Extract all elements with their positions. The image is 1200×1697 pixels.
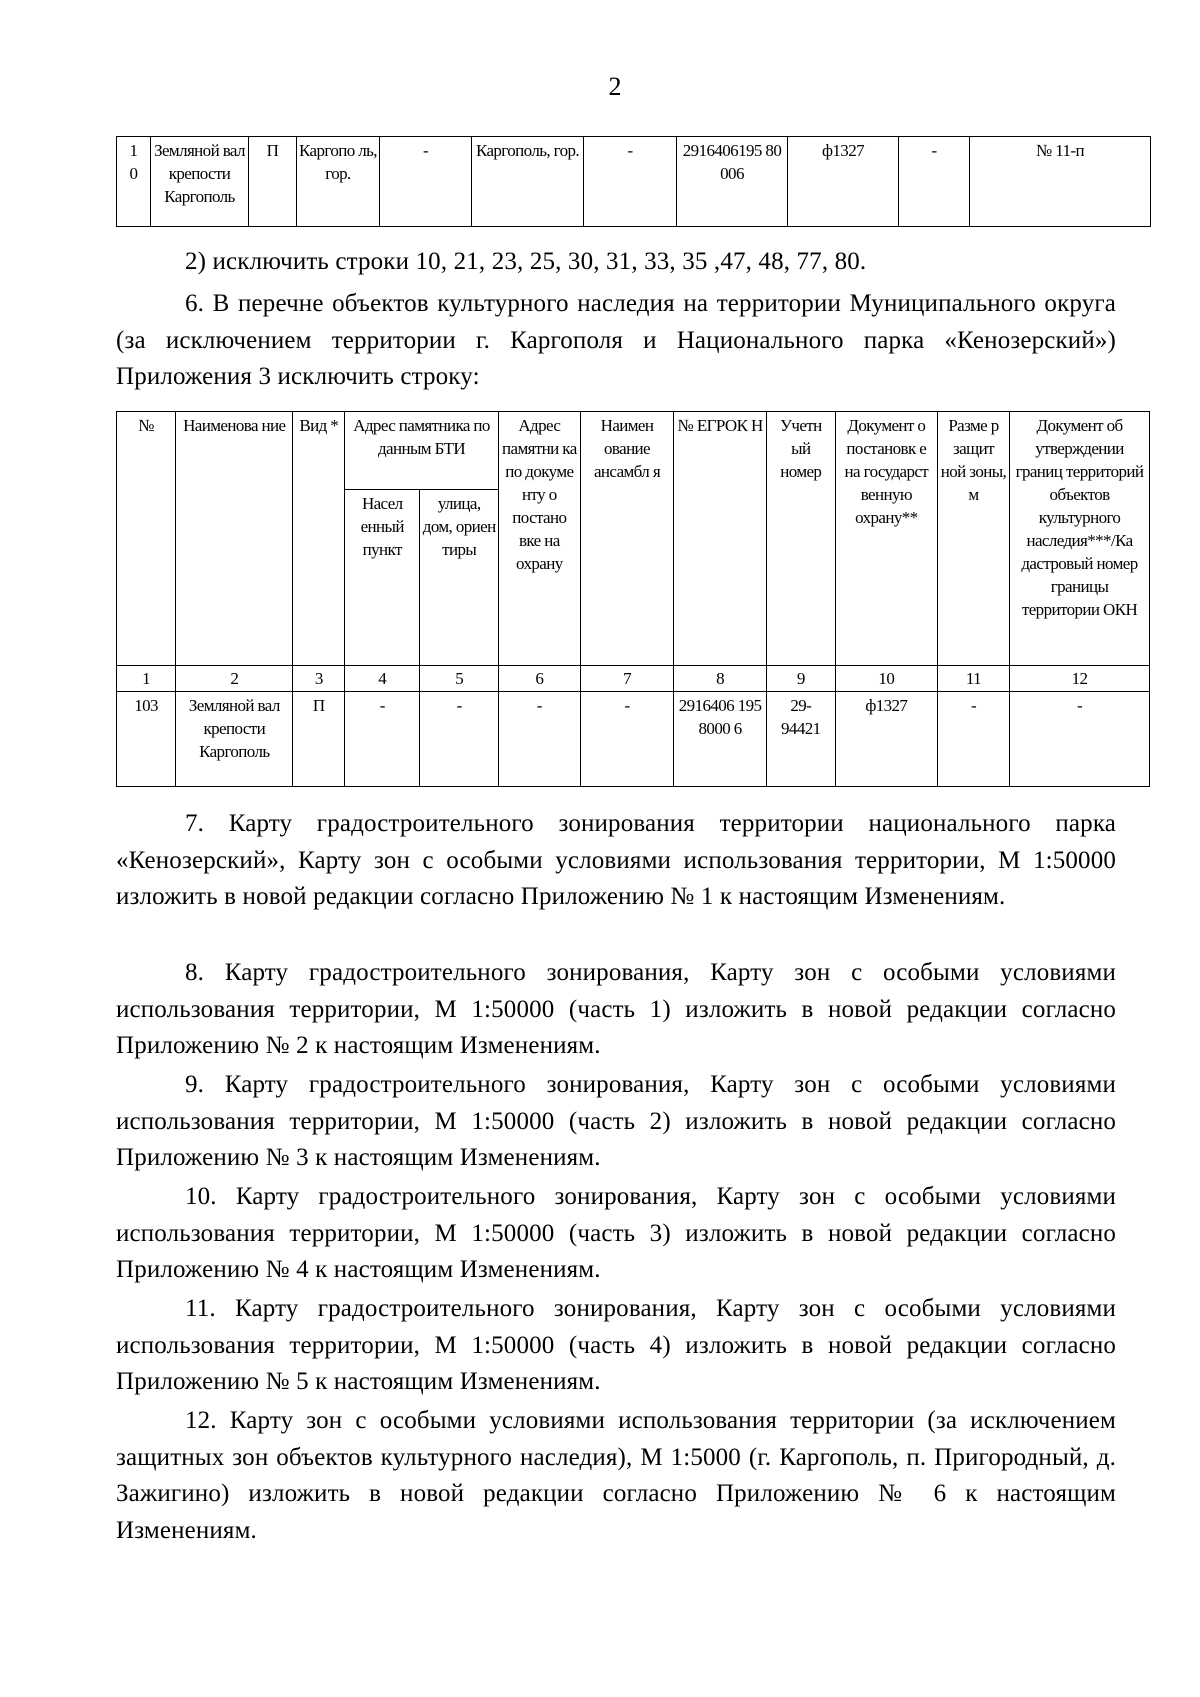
paragraph-text: 11. Карту градостроительного зонирования, Карту зон с особыми условиями использования территории, М 1:50000 (часть 4) изложить в новой редакции согласно Приложению № 5 к настоящим Изменениям. [116,1295,1116,1395]
column-number: 9 [766,666,835,692]
header-account: Учетн ый номер [766,412,835,666]
header-document: Документ о постановк е на государст венную охрану** [835,412,937,666]
cell-ensemble: - [580,692,674,787]
column-number: 3 [293,666,345,692]
column-number: 4 [345,666,420,692]
cell-name: Земляной вал крепости Каргополь [151,137,249,227]
header-ensemble: Наимен ование ансамбл я [580,412,674,666]
column-number: 8 [674,666,767,692]
header-num: № [117,412,176,666]
cell-number-digit: 1 [129,141,138,160]
header-street: улица, дом, ориен тиры [420,490,499,666]
cell-document: ф1327 [788,137,899,227]
table-row [117,692,1150,787]
paragraph-text: 12. Карту зон с особыми условиями использования территории (за исключением защитных зон объектов культурного наследия), М 1:5000 (г. Каргополь, п. Пригородный, д. Зажигино) изложить в новой редакции согласно Приложению № 6 к настоящим Изменениям. [116,1407,1116,1544]
cell-address-doc: - [498,692,580,787]
cell-boundary-doc: - [1010,692,1150,787]
cell-street: - [420,692,499,787]
column-number: 5 [420,666,499,692]
column-number: 11 [937,666,1009,692]
header-egrokn: № ЕГРОК Н [674,412,767,666]
cell-settlement: - [345,692,420,787]
cell-number: 103 [117,692,176,787]
paragraph-text: 2) исключить строки 10, 21, 23, 25, 30, 31, 33, 35 ,47, 48, 77, 80. [185,248,867,275]
table-row [117,137,1151,227]
paragraph-12 [116,1403,1116,1549]
continuation-table [116,136,1151,227]
cell-egrokn: 2916406 1958000 6 [674,692,767,787]
cell-street: - [380,137,472,227]
paragraph-text: 6. В перечне объектов культурного наследия на территории Муниципального округа (за исключением территории г. Каргополя и Национального парка «Кенозерский») Приложения 3 исключить строку: [116,290,1116,390]
paragraph-text: 10. Карту градостроительного зонирования, Карту зон с особыми условиями использования территории, М 1:50000 (часть 3) изложить в новой редакции согласно Приложению № 4 к настоящим Изменениям. [116,1183,1116,1283]
header-boundary-doc: Документ об утверждении границ территорий объектов культурного наследия***/Ка дастровый номер границы территории ОКН [1010,412,1150,666]
paragraph-text: 9. Карту градостроительного зонирования, Карту зон с особыми условиями использования территории, М 1:50000 (часть 2) изложить в новой редакции согласно Приложению № 3 к настоящим Изменениям. [116,1071,1116,1171]
cell-type: П [249,137,297,227]
cell-address-doc: Каргополь, гор. [472,137,584,227]
header-address-doc: Адрес памятни ка по докуме нту о постано вке на охрану [498,412,580,666]
cell-name: Земляной вал крепости Каргополь [176,692,293,787]
paragraph-7 [116,806,1116,916]
header-address-bti: Адрес памятника по данным БТИ [345,412,499,490]
header-name: Наименова ние [176,412,293,666]
paragraph-text: 7. Карту градостроительного зонирования территории национального парка «Кенозерский», Карту зон с особыми условиями использования территории, М 1:50000 изложить в новой редакции согласно Приложению № 1 к настоящим Изменениям. [116,810,1116,910]
cell-document: ф1327 [835,692,937,787]
paragraph-6 [116,286,1116,396]
paragraph-text: 8. Карту градостроительного зонирования, Карту зон с особыми условиями использования территории, М 1:50000 (часть 1) изложить в новой редакции согласно Приложению № 2 к настоящим Изменениям. [116,959,1116,1059]
cell-number [117,137,151,227]
cell-ensemble: - [584,137,677,227]
page-number: 2 [608,72,622,101]
cell-zone: - [899,137,970,227]
column-number: 12 [1010,666,1150,692]
cell-boundary-doc: № 11-п [970,137,1151,227]
header-settlement: Насел енный пункт [345,490,420,666]
paragraph-10 [116,1179,1116,1289]
cell-number-digit: 0 [129,164,138,183]
paragraph-9 [116,1067,1116,1177]
cell-account: 29- 94421 [766,692,835,787]
table-header-row [117,412,1150,490]
cell-egrokn: 2916406195 80006 [677,137,788,227]
table-column-number-row [117,666,1150,692]
paragraph-8 [116,955,1116,1065]
header-zone: Разме р защит ной зоны, м [937,412,1009,666]
column-number: 7 [580,666,674,692]
column-number: 1 [117,666,176,692]
header-type: Вид * [293,412,345,666]
paragraph-11 [116,1291,1116,1401]
column-number: 10 [835,666,937,692]
heritage-table [116,411,1150,787]
column-number: 6 [498,666,580,692]
column-number: 2 [176,666,293,692]
paragraph-exclude-rows [116,244,1116,281]
cell-zone: - [937,692,1009,787]
cell-type: П [293,692,345,787]
cell-settlement: Каргопо ль, гор. [297,137,380,227]
